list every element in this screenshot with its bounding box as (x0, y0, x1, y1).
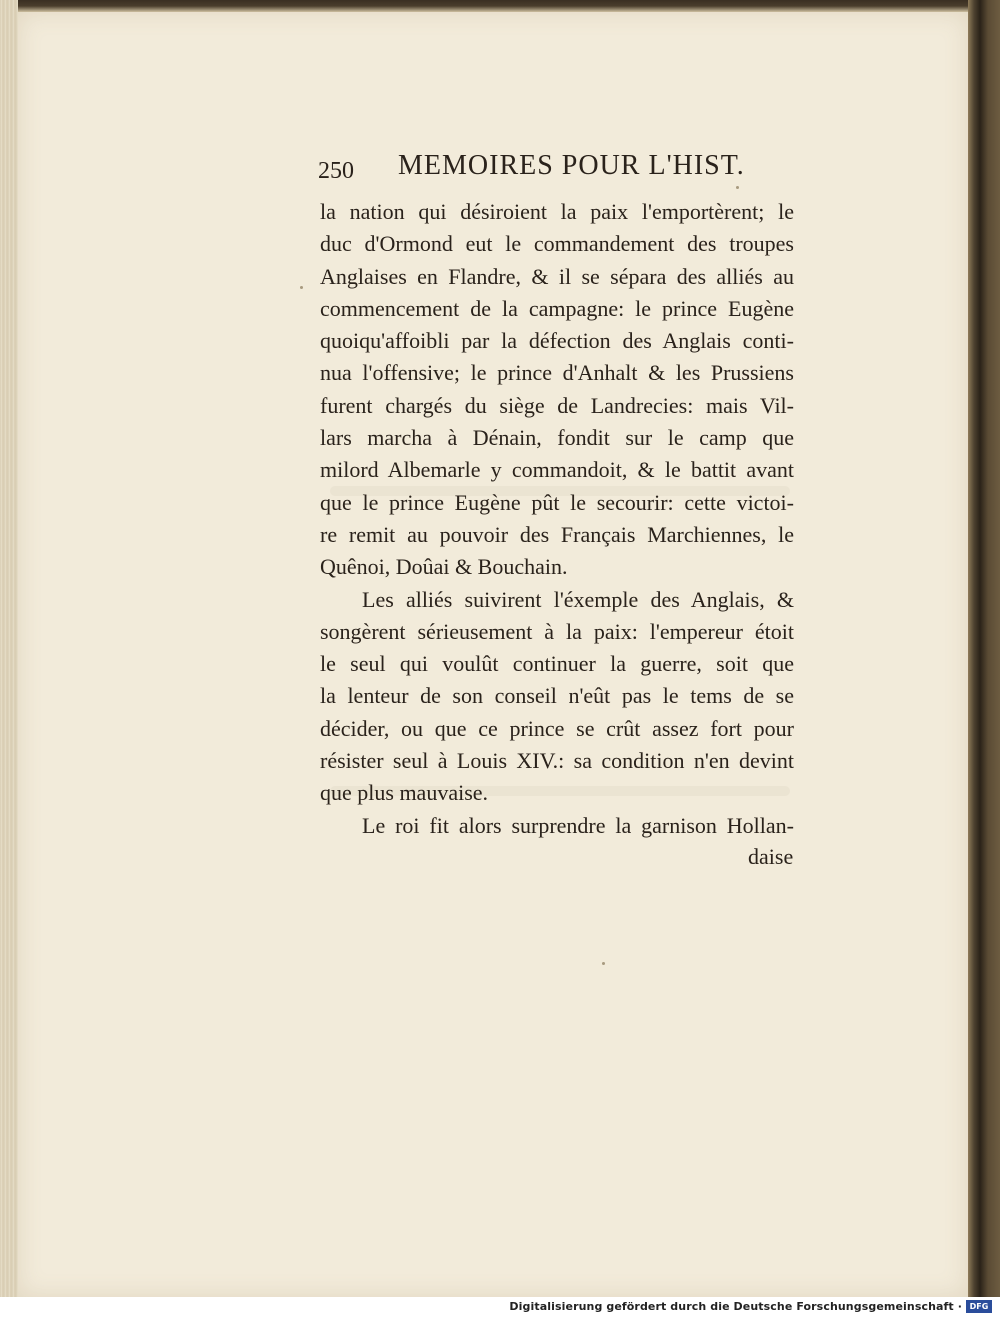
text-line: furent chargés du siège de Landrecies: mais Vil- (320, 392, 794, 418)
paper-speck (300, 286, 303, 289)
text-line: re remit au pouvoir des Français Marchiennes, le (320, 521, 794, 547)
text-line: nua l'offensive; le prince d'Anhalt & les Prussiens (320, 360, 794, 386)
page-stack-edge (0, 0, 18, 1300)
page-number: 250 (318, 158, 354, 184)
paragraph-first-line: Le roi fit alors surprendre la garnison Hollan- (362, 812, 794, 838)
text-line: songèrent sérieusement à la paix: l'empereur étoit (320, 618, 794, 644)
running-title: MEMOIRES POUR L'HIST. (398, 150, 745, 181)
text-line: Anglaises en Flandre, & il se sépara des alliés au (320, 263, 794, 289)
page-top-edge (0, 0, 1000, 12)
digitization-credit: Digitalisierung gefördert durch die Deutsche Forschungsgemeinschaft · (509, 1300, 962, 1313)
text-line: le seul qui voulût continuer la guerre, soit que (320, 651, 794, 677)
text-line: décider, ou que ce prince se crût assez fort pour (320, 715, 794, 741)
text-line: résister seul à Louis XIV.: sa condition n'en devint (320, 748, 794, 774)
catchword: daise (748, 844, 794, 869)
dfg-logo: DFG (966, 1300, 992, 1313)
body-text (320, 196, 794, 842)
text-line: Quênoi, Doûai & Bouchain. (320, 554, 568, 580)
paragraph-first-line: Les alliés suivirent l'éxemple des Anglais, & (362, 586, 794, 612)
text-line: commencement de la campagne: le prince Eugène (320, 295, 794, 321)
page-header (318, 148, 794, 192)
text-line: milord Albemarle y commandoit, & le battit avant (320, 457, 794, 483)
book-spine (968, 0, 1000, 1300)
text-line: que le prince Eugène pût le secourir: cette victoi- (320, 489, 794, 515)
paper-speck (602, 962, 605, 965)
text-line: que plus mauvaise. (320, 780, 489, 806)
text-line: la nation qui désiroient la paix l'emportèrent; le (320, 199, 794, 224)
text-line: quoiqu'affoibli par la défection des Anglais conti- (320, 328, 794, 354)
text-line: lars marcha à Dénain, fondit sur le camp que (320, 425, 794, 451)
text-line: duc d'Ormond eut le commandement des troupes (320, 231, 794, 257)
text-line: la lenteur de son conseil n'eût pas le tems de se (320, 683, 794, 709)
